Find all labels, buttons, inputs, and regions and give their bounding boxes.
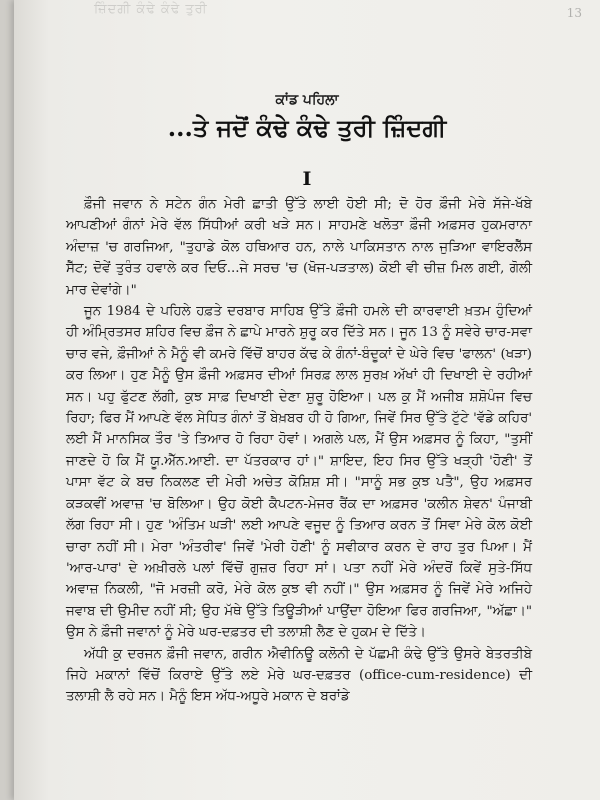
paragraph: ਅੱਧੀ ਕੁ ਦਰਜਨ ਫ਼ੌਜੀ ਜਵਾਨ, ਗਰੀਨ ਐਵੀਨਿਊ ਕਲੋਨੀ ਦੇ ਪੱਛਮੀ ਕੰਢੇ ਉੱਤੇ ਉਸਰੇ ਬੇਤਰਤੀਬੇ ਜਿਹੇ ਮਕਾਨਾਂ ਵਿੱਚੋਂ ਕਿਰਾਏ ਉੱਤੇ ਲਏ ਮੇਰੇ ਘਰ-ਦਫ਼ਤਰ (office-cum-residence) ਦੀ ਤਲਾਸ਼ੀ ਲੈ ਰਹੇ ਸਨ। ਮੈਨੂੰ ਇਸ ਅੱਧ-ਅਧੂਰੇ ਮਕਾਨ ਦੇ ਬਰਾਂਡੇ [66, 646, 532, 705]
paragraph: ਜੂਨ 1984 ਦੇ ਪਹਿਲੇ ਹਫ਼ਤੇ ਦਰਬਾਰ ਸਾਹਿਬ ਉੱਤੇ ਫ਼ੌਜੀ ਹਮਲੇ ਦੀ ਕਾਰਵਾਈ ਖ਼ਤਮ ਹੁੰਦਿਆਂ ਹੀ ਅੰਮ੍ਰਿਤਸਰ ਸ਼ਹਿਰ ਵਿਚ ਫ਼ੌਜ ਨੇ ਛਾਪੇ ਮਾਰਨੇ ਸ਼ੁਰੂ ਕਰ ਦਿੱਤੇ ਸਨ। ਜੂਨ 13 ਨੂੰ ਸਵੇਰੇ ਚਾਰ-ਸਵਾ ਚਾਰ ਵਜੇ, ਫ਼ੌਜੀਆਂ ਨੇ ਮੈਨੂੰ ਵੀ ਕਮਰੇ ਵਿੱਚੋਂ ਬਾਹਰ ਕੱਢ ਕੇ ਗੰਨਾਂ-ਬੰਦੂਕਾਂ ਦੇ ਘੇਰੇ ਵਿਚ 'ਫਾਲਨ' (ਖੜਾ) ਕਰ ਲਿਆ। ਹੁਣ ਮੈਨੂੰ ਉਸ ਫ਼ੌਜੀ ਅਫ਼ਸਰ ਦੀਆਂ ਸਿਰਫ਼ ਲਾਲ ਸੁਰਖ਼ ਅੱਖਾਂ ਹੀ ਦਿਖਾਈ ਦੇ ਰਹੀਆਂ ਸਨ। ਪਹੁ ਫੁੱਟਣ ਲੱਗੀ, ਕੁਝ ਸਾਫ਼ ਦਿਖਾਈ ਦੇਣਾ ਸ਼ੁਰੂ ਹੋਇਆ। ਪਲ ਕੁ ਮੈਂ ਅਜੀਬ ਸ਼ਸ਼ੋਪੰਜ ਵਿਚ ਰਿਹਾ; ਫਿਰ ਮੈਂ ਆਪਣੇ ਵੱਲ ਸੇਧਿਤ ਗੰਨਾਂ ਤੋਂ ਬੇਖ਼ਬਰ ਹੀ ਹੋ ਗਿਆ, ਜਿਵੇਂ ਸਿਰ ਉੱਤੇ ਟੁੱਟੇ 'ਵੱਡੇ ਕਹਿਰ' ਲਈ ਮੈਂ ਮਾਨਸਿਕ ਤੌਰ 'ਤੇ ਤਿਆਰ ਹੋ ਰਿਹਾ ਹੋਵਾਂ। ਅਗਲੇ ਪਲ, ਮੈਂ ਉਸ ਅਫ਼ਸਰ ਨੂੰ ਕਿਹਾ, "ਤੁਸੀਂ ਜਾਣਦੇ ਹੋ ਕਿ ਮੈਂ ਯੂ.ਐੱਨ.ਆਈ. ਦਾ ਪੱਤਰਕਾਰ ਹਾਂ।" ਸ਼ਾਇਦ, ਇਹ ਸਿਰ ਉੱਤੇ ਖੜ੍ਹੀ 'ਹੋਣੀ' ਤੋਂ ਪਾਸਾ ਵੱਟ ਕੇ ਬਚ ਨਿਕਲਣ ਦੀ ਮੇਰੀ ਅਚੇਤ ਕੋਸ਼ਿਸ਼ ਸੀ। "ਸਾਨੂੰ ਸਭ ਕੁਝ ਪਤੈ", ਉਹ ਅਫ਼ਸਰ ਕੜਕਵੀਂ ਅਵਾਜ਼ 'ਚ ਬੋਲਿਆ। ਉਹ ਕੋਈ ਕੈਪਟਨ-ਮੇਜਰ ਰੈਂਕ ਦਾ ਅਫ਼ਸਰ 'ਕਲੀਨ ਸ਼ੇਵਨ' ਪੰਜਾਬੀ ਲੱਗ ਰਿਹਾ ਸੀ। ਹੁਣ 'ਅੰਤਿਮ ਘੜੀ' ਲਈ ਆਪਣੇ ਵਜੂਦ ਨੂੰ ਤਿਆਰ ਕਰਨ ਤੋਂ ਸਿਵਾ ਮੇਰੇ ਕੋਲ ਕੋਈ ਚਾਰਾ ਨਹੀਂ ਸੀ। ਮੇਰਾ 'ਅੰਤਰੀਵ' ਜਿਵੇਂ 'ਮੇਰੀ ਹੋਣੀ' ਨੂੰ ਸਵੀਕਾਰ ਕਰਨ ਦੇ ਰਾਹ ਤੁਰ ਪਿਆ। ਮੈਂ 'ਆਰ-ਪਾਰ' ਦੇ ਅਖ਼ੀਰਲੇ ਪਲਾਂ ਵਿੱਚੋਂ ਗੁਜ਼ਰ ਰਿਹਾ ਸਾਂ। ਪਤਾ ਨਹੀਂ ਮੇਰੇ ਅੰਦਰੋਂ ਕਿਵੇਂ ਸੁਤੇ-ਸਿੱਧ ਅਵਾਜ਼ ਨਿਕਲੀ, "ਜੋ ਮਰਜ਼ੀ ਕਰੋ, ਮੇਰੇ ਕੋਲ ਕੁਝ ਵੀ ਨਹੀਂ।" ਉਸ ਅਫ਼ਸਰ ਨੂੰ ਜਿਵੇਂ ਮੇਰੇ ਅਜਿਹੇ ਜਵਾਬ ਦੀ ਉਮੀਦ ਨਹੀਂ ਸੀ; ਉਹ ਮੱਥੇ ਉੱਤੇ ਤਿਊੜੀਆਂ ਪਾਉਂਦਾ ਹੋਇਆ ਫਿਰ ਗਰਜਿਆ, "ਅੱਛਾ।" ਉਸ ਨੇ ਫ਼ੌਜੀ ਜਵਾਨਾਂ ਨੂੰ ਮੇਰੇ ਘਰ-ਦਫ਼ਤਰ ਦੀ ਤਲਾਸ਼ੀ ਲੈਣ ਦੇ ਹੁਕਮ ਦੇ ਦਿੱਤੇ। [66, 304, 532, 641]
book-page [14, 0, 600, 800]
page-number: 13 [566, 6, 582, 20]
chapter-title: ...ਤੇ ਜਦੋਂ ਕੰਢੇ ਕੰਢੇ ਤੁਰੀ ਜ਼ਿੰਦਗੀ [167, 113, 447, 142]
paragraph: ਫ਼ੌਜੀ ਜਵਾਨ ਨੇ ਸਟੇਨ ਗੰਨ ਮੇਰੀ ਛਾਤੀ ਉੱਤੇ ਲਾਈ ਹੋਈ ਸੀ; ਦੋ ਹੋਰ ਫ਼ੌਜੀ ਮੇਰੇ ਸੱਜੇ-ਖੱਬੇ ਆਪਣੀਆਂ ਗੰਨਾਂ ਮੇਰੇ ਵੱਲ ਸਿੱਧੀਆਂ ਕਰੀ ਖੜੇ ਸਨ। ਸਾਹਮਣੇ ਖਲੋਤਾ ਫ਼ੌਜੀ ਅਫ਼ਸਰ ਹੁਕਮਰਾਨਾ ਅੰਦਾਜ਼ 'ਚ ਗਰਜਿਆ, "ਤੁਹਾਡੇ ਕੋਲ ਹਥਿਆਰ ਹਨ, ਨਾਲੇ ਪਾਕਿਸਤਾਨ ਨਾਲ ਜੁੜਿਆ ਵਾਇਰਲੈੱਸ ਸੈੱਟ; ਦੋਵੇਂ ਤੁਰੰਤ ਹਵਾਲੇ ਕਰ ਦਿਓ...ਜੇ ਸਰਚ 'ਚ (ਖੋਜ-ਪੜਤਾਲ) ਕੋਈ ਵੀ ਚੀਜ਼ ਮਿਲ ਗਈ, ਗੋਲੀ ਮਾਰ ਦੇਵਾਂਗੇ।" [66, 197, 532, 298]
section-number: I [302, 168, 312, 190]
chapter-label: ਕਾਂਡ ਪਹਿਲਾ [275, 92, 339, 108]
body-text [66, 194, 532, 708]
running-head-bleed: ਜ਼ਿੰਦਗੀ ਕੰਢੇ ਕੰਢੇ ਤੁਰੀ [94, 2, 208, 17]
